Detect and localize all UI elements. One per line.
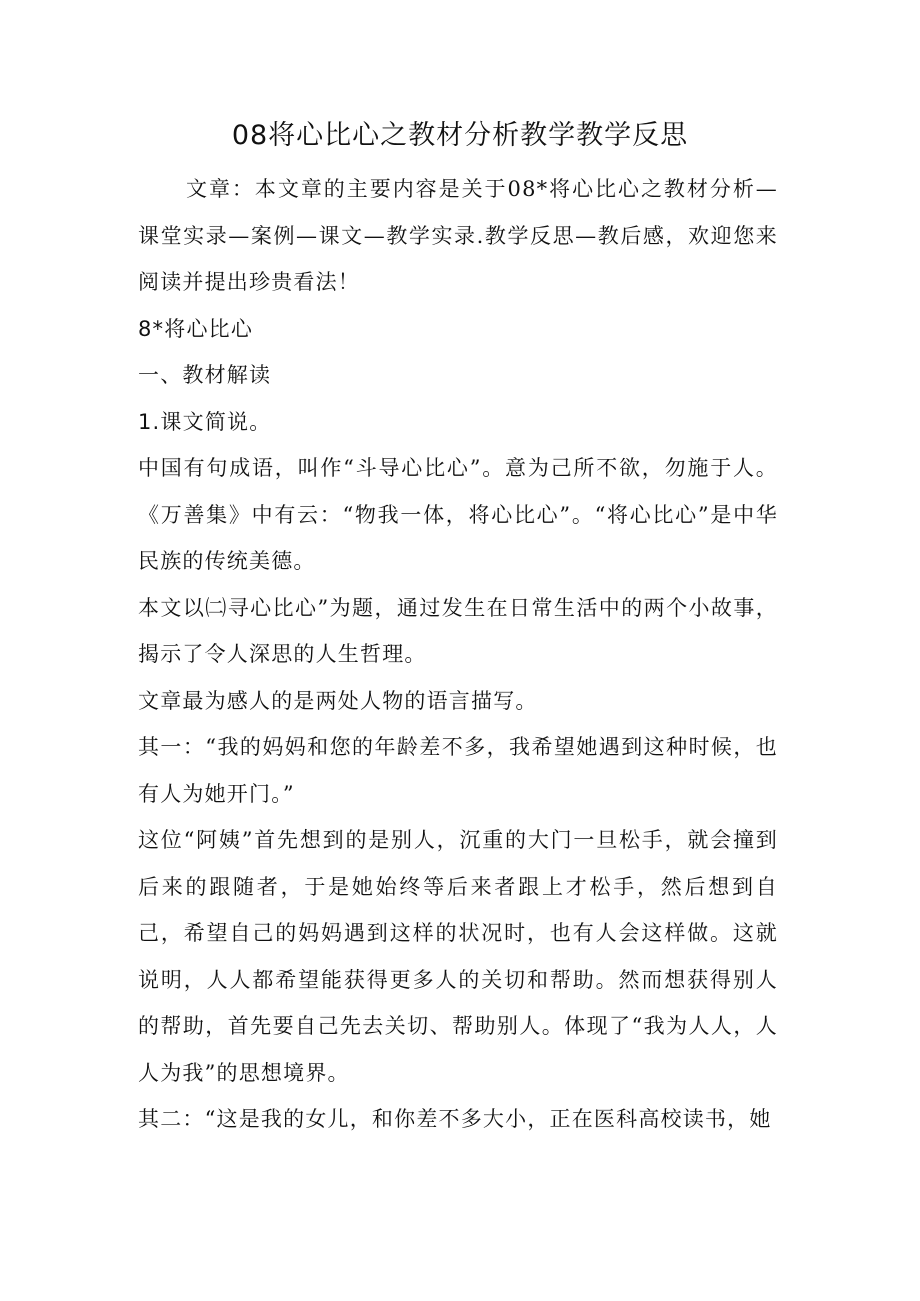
body-paragraph: 这位“阿姨”首先想到的是别人，沉重的大门一旦松手，就会撞到后来的跟随者，于是她始终等后来者跟上才松手，然后想到自己，希望自己的妈妈遇到这样的状况时，也有人会这样做。这就说明，人人都希望能获得更多人的关切和帮助。然而想获得别人的帮助，首先要自己先去关切、帮助别人。体现了“我为人人，人人为我”的思想境界。 [138,828,778,1085]
lesson-title: 8*将心比心 [138,316,254,341]
document-title: 08将心比心之教材分析教学教学反思 [231,120,689,151]
subsection-heading: 1.课文简说。 [138,409,272,434]
body-paragraph: 文章最为感人的是两处人物的语言描写。 [138,688,538,713]
section-heading: 一、教材解读 [138,363,272,387]
body-paragraph: 中国有句成语，叫作“斗导心比心”。意为己所不欲，勿施于人。《万善集》中有云：“物我一体，将心比心”。“将心比心”是中华民族的传统美德。 [138,456,778,573]
body-paragraph: 其一：“我的妈妈和您的年龄差不多，我希望她遇到这种时候，也有人为她开门。” [138,735,778,806]
body-paragraph: 本文以㈡寻心比心”为题，通过发生在日常生活中的两个小故事，揭示了令人深思的人生哲理。 [138,595,778,666]
body-paragraph: 其二：“这是我的女儿，和你差不多大小，正在医科高校读书，她 [138,1107,772,1131]
document-body [138,166,778,1143]
intro-paragraph: 文章：本文章的主要内容是关于08*将心比心之教材分析—课堂实录—案例—课文—教学实录.教学反思—教后感，欢迎您来阅读并提出珍贵看法！ [138,177,778,294]
